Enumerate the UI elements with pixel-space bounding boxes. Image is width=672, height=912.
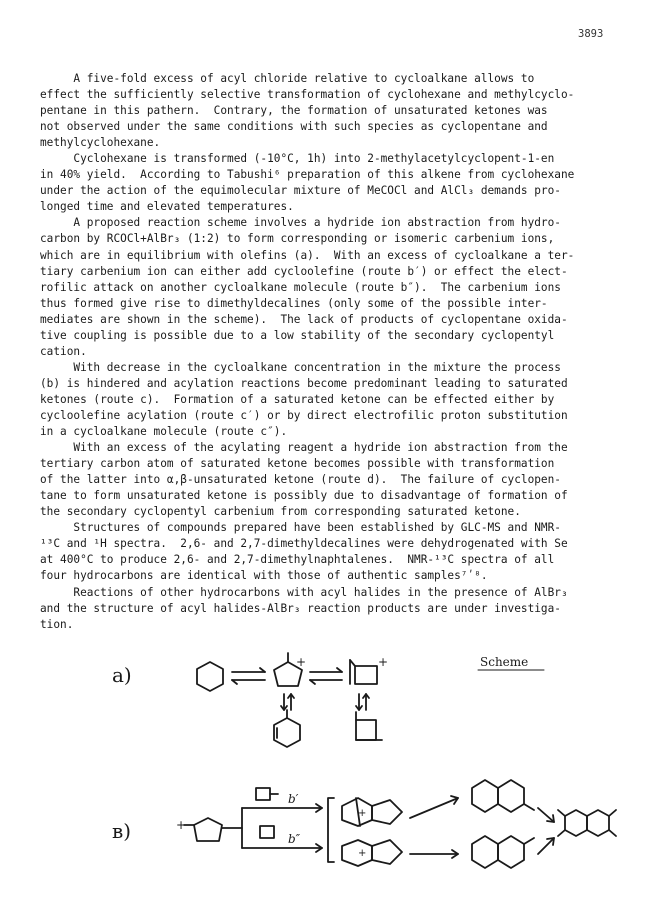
text-line: (b) is hindered and acylation reactions become predominant leading to saturated (40, 376, 568, 390)
text-line: in a cycloalkane molecule (route c″). (40, 425, 288, 439)
text-line: mediates are shown in the scheme). The lack of products of cyclopentane oxida- (40, 312, 568, 326)
text-line: A five-fold excess of acyl chloride relative to cycloalkane allows to (40, 72, 535, 85)
text-line: the secondary cyclopentyl carbenium from corresponding saturated ketone. (40, 505, 521, 519)
scheme-figure (60, 648, 640, 888)
text-line: four hydrocarbons are identical with those of authentic samples⁷ʹ⁸. (40, 569, 488, 583)
text-line: effect the sufficiently selective transformation of cyclohexane and methylcyclo- (40, 88, 575, 102)
text-line: thus formed give rise to dimethyldecalines (only some of the possible inter- (40, 296, 548, 310)
text-line: tertiary carbon atom of saturated ketone becomes possible with transformation (40, 457, 555, 471)
text-line: tiary carbenium ion can either add cycloolefine (route b′) or effect the elect- (40, 264, 568, 278)
intermediate-bracket (328, 798, 334, 862)
text-line: in 40% yield. According to Tabushi⁶ preparation of this alkene from cyclohexane (40, 168, 575, 182)
text-line: cycloolefine acylation (route c′) or by direct electrofilic proton substitution (40, 408, 568, 422)
text-line: of the latter into α,β-unsaturated ketone (route d). The failure of cyclopen- (40, 473, 561, 487)
label-b: в) (112, 819, 132, 843)
plus-sign-3: + (176, 818, 187, 832)
text-line: tane to form unsaturated ketone is possibly due to disadvantage of formation of (40, 489, 568, 503)
scheme-title: Scheme (480, 655, 529, 669)
cyclopentene (356, 720, 376, 740)
alkane-reagent (260, 826, 274, 838)
text-line: not observed under the same conditions with such species as cyclopentane and (40, 120, 548, 134)
text-line: Structures of compounds prepared have been established by GLC-MS and NMR- (40, 521, 561, 535)
text-line: tive coupling is possible due to a low stability of the secondary cyclopentyl (40, 328, 555, 342)
paragraph (40, 215, 640, 359)
page-number: 3893 (578, 28, 604, 40)
plus-sign-5: + (358, 848, 367, 859)
plus-sign-4: + (358, 808, 367, 819)
route-b2-label: b″ (288, 832, 301, 846)
text-line: under the action of the equimolecular mixture of MeCOCl and AlCl₃ demands pro- (40, 184, 561, 198)
body-text (40, 71, 640, 633)
text-line: carbon by RCOCl+AlBr₃ (1:2) to form corresponding or isomeric carbenium ions, (40, 232, 555, 246)
intermediate-2 (342, 840, 372, 866)
bicyclic-product-2 (472, 836, 498, 868)
text-line: tion. (40, 617, 74, 631)
paragraph (40, 520, 640, 584)
text-line: longed time and elevated temperatures. (40, 200, 294, 214)
text-line: pentane in this pathern. Contrary, the formation of unsaturated ketones was (40, 104, 548, 118)
route-b1-label: b′ (288, 792, 299, 806)
paragraph (40, 71, 640, 151)
paragraph (40, 151, 640, 215)
text-line: and the structure of acyl halides-AlBr₃ reaction products are under investiga- (40, 601, 561, 615)
start-cation (194, 818, 222, 841)
text-line: Reactions of other hydrocarbons with acyl halides in the presence of AlBr₃ (40, 585, 568, 599)
plus-sign-2: + (378, 655, 389, 669)
text-line: at 400°C to produce 2,6- and 2,7-dimethylnaphtalenes. NMR-¹³C spectra of all (40, 553, 555, 567)
cyclohexane-ring (197, 662, 223, 691)
text-line: ¹³C and ¹H spectra. 2,6- and 2,7-dimethyldecalines were dehydrogenated with Se (40, 537, 568, 551)
paragraph (40, 585, 640, 633)
text-line: ketones (route c). Formation of a saturated ketone can be effected either by (40, 392, 555, 406)
text-line: methylcyclohexane. (40, 136, 161, 150)
olefin-reagent (256, 788, 270, 800)
paragraph (40, 440, 640, 520)
label-a: a) (112, 663, 132, 687)
text-line: With decrease in the cycloalkane concentration in the mixture the process (40, 360, 561, 374)
text-line: A proposed reaction scheme involves a hydride ion abstraction from hydro- (40, 216, 561, 230)
text-line: which are in equilibrium with olefins (a). With an excess of cycloalkane a ter- (40, 248, 575, 262)
paragraph (40, 360, 640, 440)
text-line: With an excess of the acylating reagent a hydride ion abstraction from the (40, 441, 568, 455)
cyclopentyl-cation (355, 666, 377, 684)
text-line: cation. (40, 344, 87, 358)
bicyclic-product-1 (472, 780, 498, 812)
text-line: rofilic attack on another cycloalkane molecule (route b″). The carbenium ions (40, 280, 561, 294)
reaction-scheme (60, 648, 640, 888)
text-line: Cyclohexane is transformed (-10°C, 1h) into 2-methylacetylcyclopent-1-en (40, 152, 555, 166)
dimethyldecaline (565, 810, 587, 836)
plus-sign-1: + (296, 655, 307, 669)
